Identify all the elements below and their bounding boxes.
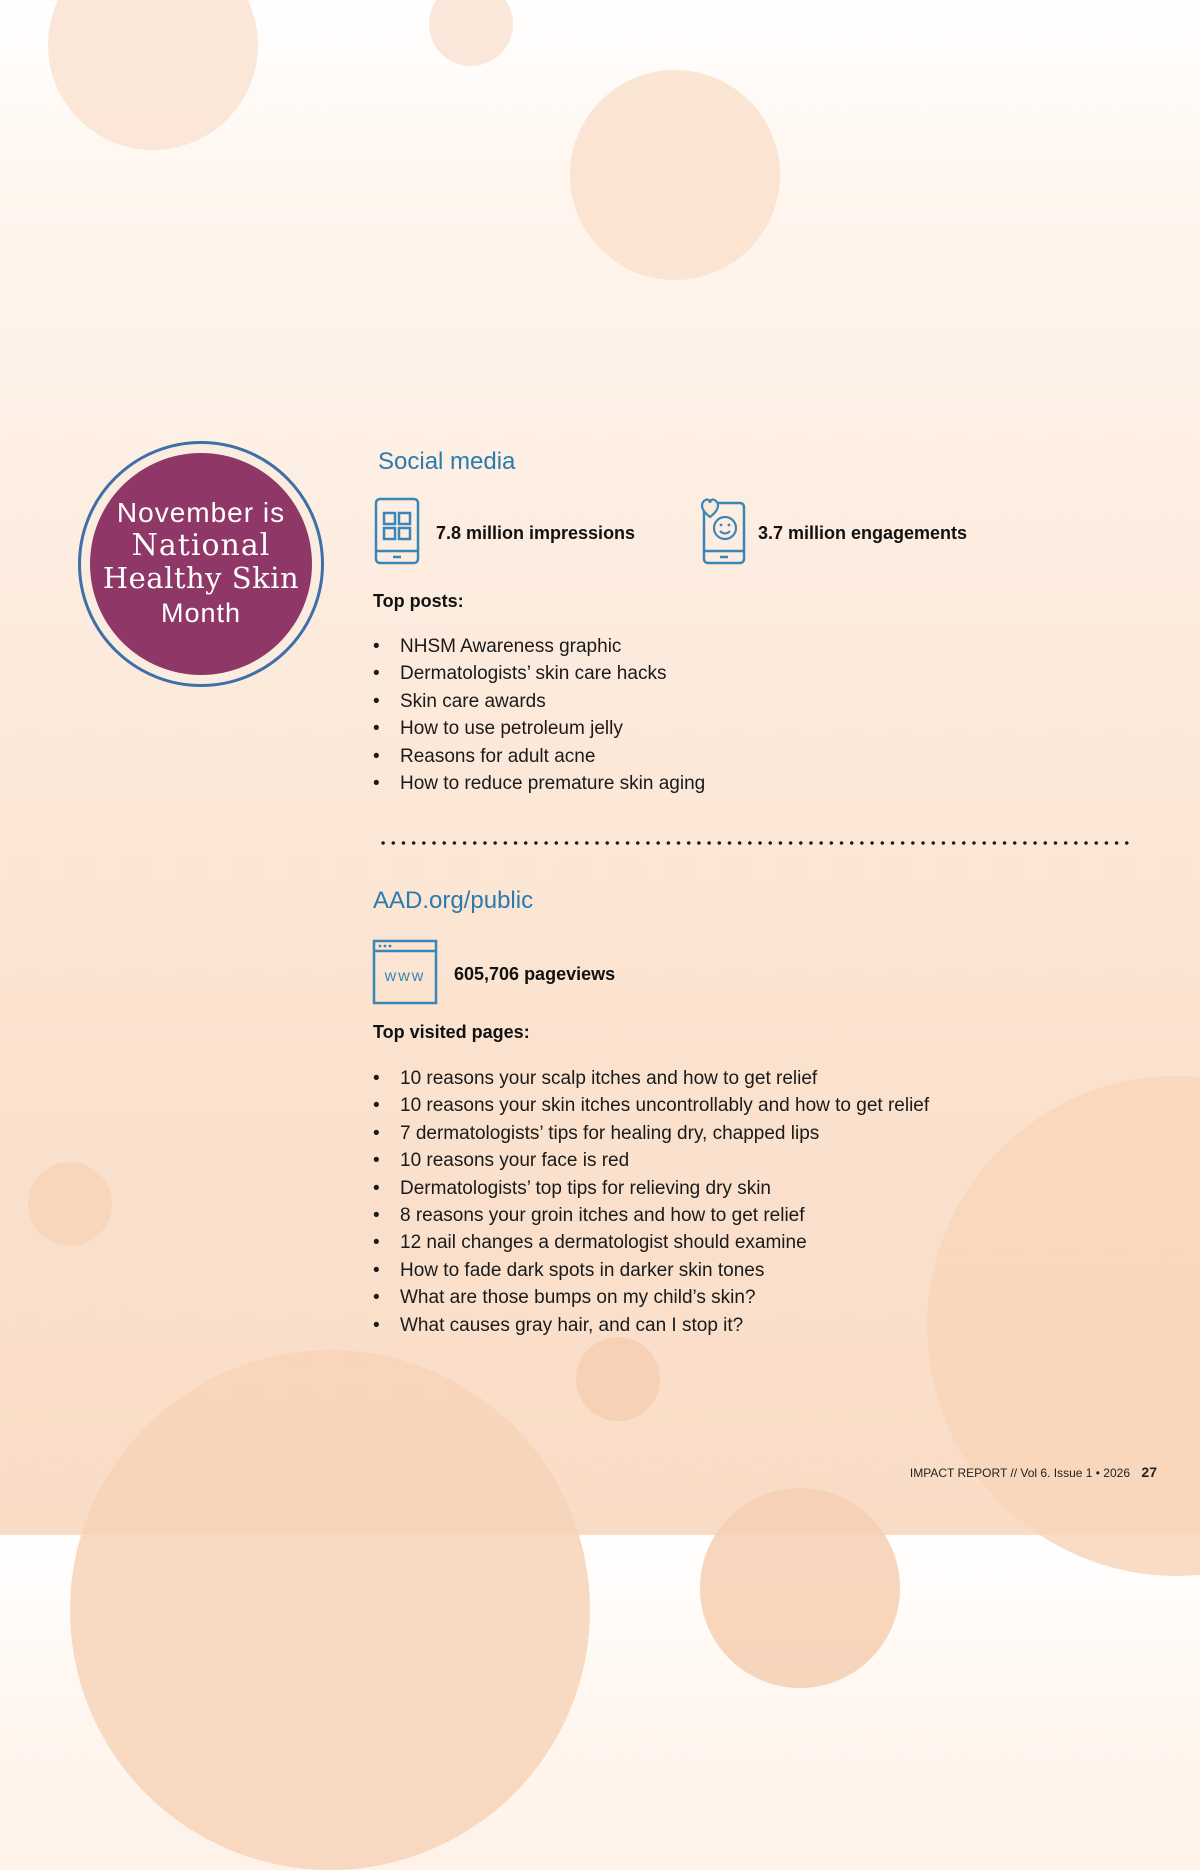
engagements-value: 3.7 million engagements [758,523,968,543]
nhsm-badge [78,441,324,687]
impressions-stat [374,497,635,570]
decor-bubble [927,1076,1200,1576]
list-item: • 10 reasons your skin itches uncontrollably and how to get relief [373,1092,929,1119]
list-item: • Dermatologists’ top tips for relieving dry skin [373,1175,929,1202]
list-item: • What are those bumps on my child’s skin? [373,1284,929,1311]
badge-line-3: Healthy Skin [102,561,300,595]
list-item: • 7 dermatologists’ tips for healing dry, chapped lips [373,1120,929,1147]
list-item: • How to reduce premature skin aging [373,770,705,797]
engagements-stat [698,497,967,570]
footer-issue: IMPACT REPORT // Vol 6. Issue 1 • 2026 [909,1466,1130,1480]
list-item: • Skin care awards [373,688,705,715]
decor-bubble [429,0,513,66]
page-number: 27 [1141,1464,1157,1480]
decor-bubble [576,1337,660,1421]
list-item: • How to fade dark spots in darker skin tones [373,1257,929,1284]
list-item: • 10 reasons your scalp itches and how to get relief [373,1065,929,1092]
decor-bubble [28,1162,112,1246]
phone-heart-smiley-icon [698,497,746,570]
list-item: • How to use petroleum jelly [373,715,705,742]
list-item: • 8 reasons your groin itches and how to get relief [373,1202,929,1229]
decor-bubble [700,1488,900,1688]
badge-line-4: Month [160,598,242,628]
list-item: • 12 nail changes a dermatologist should examine [373,1229,929,1256]
decor-bubble [70,1350,590,1870]
top-pages-list [373,1065,929,1339]
list-item: • Reasons for adult acne [373,743,705,770]
aad-public-title: AAD.org/public [373,887,534,914]
tablet-grid-icon [374,497,420,570]
list-item: • Dermatologists’ skin care hacks [373,660,705,687]
decor-bubble [570,70,780,280]
top-posts-list [373,633,705,797]
impressions-value: 7.8 million impressions [436,523,636,543]
top-pages-heading: Top visited pages: [373,1022,530,1042]
list-item: • NHSM Awareness graphic [373,633,705,660]
list-item: • What causes gray hair, and can I stop it? [373,1312,929,1339]
top-posts-heading: Top posts: [373,591,464,611]
badge-disc [90,453,312,675]
badge-line-1: November is [116,497,286,528]
browser-www-icon [372,939,438,1010]
badge-line-2: National [131,528,271,563]
decor-bubble [48,0,258,150]
social-media-title: Social media [378,448,516,475]
list-item: • 10 reasons your face is red [373,1147,929,1174]
pageviews-value: 605,706 pageviews [454,964,616,984]
www-label: www [384,968,426,985]
pageviews-stat [372,939,615,1010]
dotted-divider [378,838,1132,848]
